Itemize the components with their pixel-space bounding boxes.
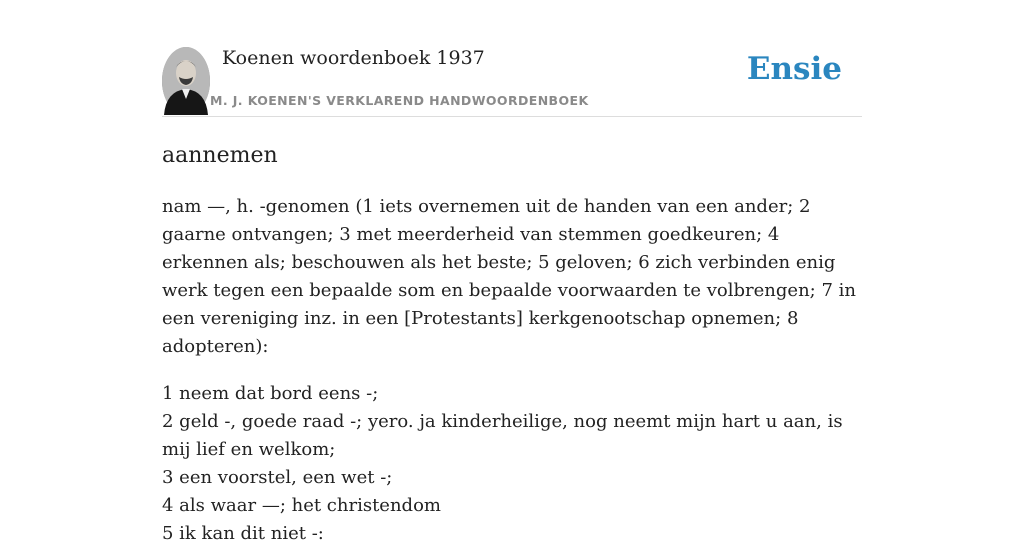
dictionary-header <box>162 0 862 117</box>
example-line: 4 als waar —; het christendom <box>162 495 441 516</box>
example-line: 5 ik kan dit niet -: <box>162 523 324 544</box>
dictionary-subtitle: M. J. KOENEN'S VERKLAREND HANDWOORDENBOEK <box>210 93 589 108</box>
dictionary-title: Koenen woordenboek 1937 <box>222 47 485 69</box>
author-portrait <box>162 47 210 115</box>
example-line: 1 neem dat bord eens -; <box>162 383 379 404</box>
entry-definition: nam —, h. -genomen (1 iets overnemen uit de handen van een ander; 2 gaarne ontvangen; 3 met meerderheid van stemmen goedkeuren; 4 erkennen als; beschouwen als het beste; 5 geloven; 6 zich verbinden enig werk tegen een bepaalde som en bepaalde voorwaarden te volbrengen; 7 in een vereniging inz. in een [Protestants] kerkgenootschap opnemen; 8 adopteren): <box>162 196 856 357</box>
example-line: 3 een voorstel, een wet -; <box>162 467 393 488</box>
example-line: 2 geld -, goede raad -; yero. ja kinderheilige, nog neemt mijn hart u aan, is mij lief en welkom; <box>162 411 843 460</box>
ensie-logo-link[interactable]: Ensie <box>746 51 842 87</box>
page-container <box>162 0 862 548</box>
entry-examples <box>162 380 862 548</box>
entry-headword: aannemen <box>162 143 278 168</box>
